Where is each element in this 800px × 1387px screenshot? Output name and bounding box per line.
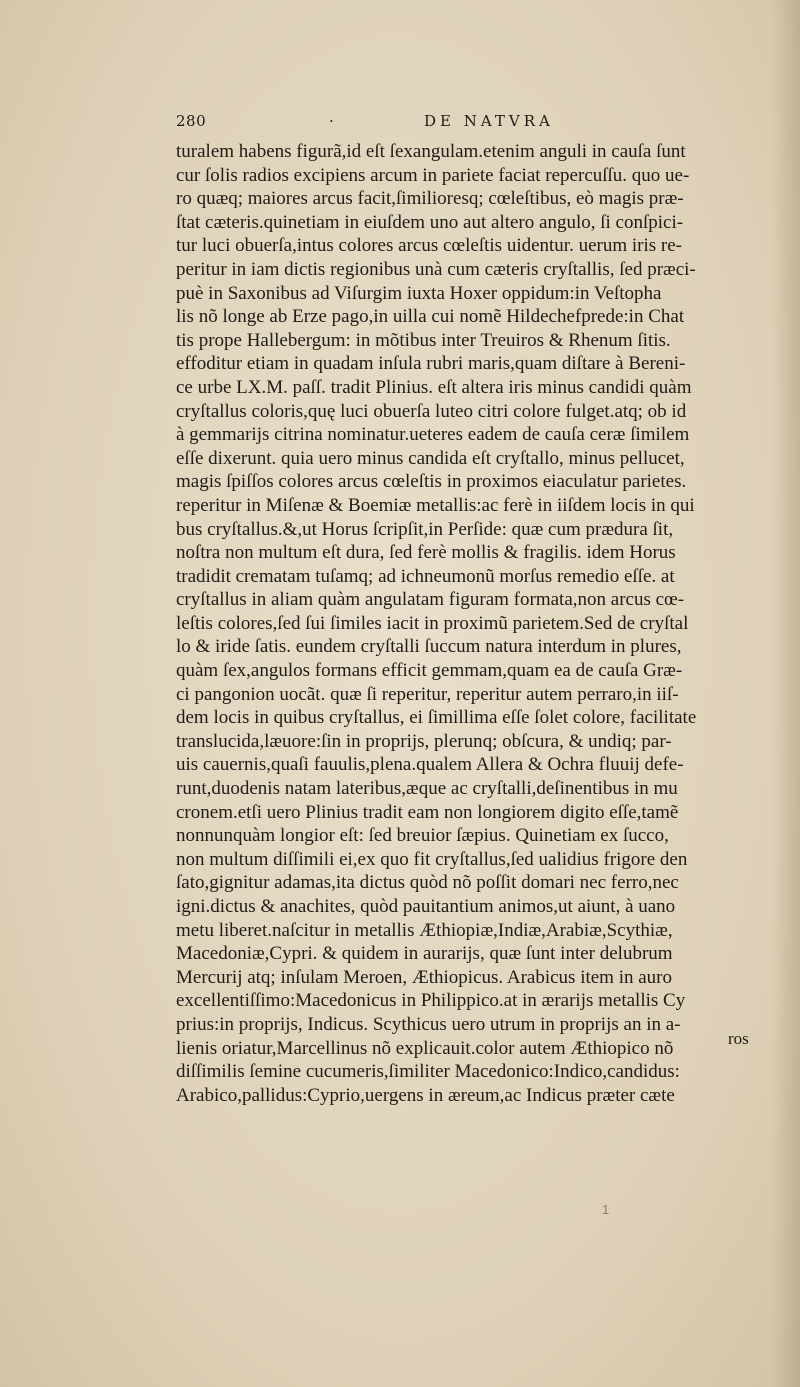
page-header	[176, 112, 736, 138]
text-line: leſtis colores,ſed ſui ſimiles iacit in proximũ parietem.Sed de cryſtal	[176, 612, 689, 634]
text-line: tis prope Hallebergum: in mõtibus inter Treuiros & Rhenum ſitis.	[176, 329, 671, 351]
catchword: ros	[728, 1029, 749, 1048]
text-line: non multum diſſimili ei,ex quo fit cryſtallus,ſed ualidius frigore den	[176, 848, 688, 870]
page-edge-shadow	[772, 0, 800, 1387]
text-line: lo & iride ſatis. eundem cryſtalli ſuccum natura interdum in plures,	[176, 636, 682, 658]
text-line: cur ſolis radios excipiens arcum in pariete faciat repercuſſu. quo ue-	[176, 164, 690, 186]
text-line: effoditur etiam in quadam inſula rubri maris,quam diſtare à Bereni-	[176, 353, 686, 375]
text-line: puè in Saxonibus ad Viſurgim iuxta Hoxer oppidum:in Veſtopha	[176, 282, 662, 304]
text-line: lis nõ longe ab Erze pago,in uilla cui nomẽ Hildechefprede:in Chat	[176, 306, 685, 328]
text-line: cryſtallus in aliam quàm angulatam figuram formata,non arcus cœ-	[176, 589, 685, 611]
text-line: runt,duodenis natam lateribus,æque ac cryſtalli,deſinentibus in mu	[176, 778, 678, 800]
text-line: Macedoniæ,Cypri. & quidem in aurarijs, quæ ſunt inter delubrum	[176, 943, 673, 965]
text-line: peritur in iam dictis regionibus unà cum cæteris cryſtallis, ſed præci-	[176, 258, 696, 280]
text-line: tur luci obuerſa,intus colores arcus cœleſtis uidentur. uerum iris re-	[176, 235, 682, 257]
main-text-block	[176, 140, 772, 1107]
text-line: dem locis in quibus cryſtallus, ei ſimillima eſſe ſolet colore, facilitate	[176, 707, 697, 729]
text-line: ſato,gignitur adamas,ita dictus quòd nõ poſſit domari nec ferro,nec	[176, 872, 679, 894]
text-line: cronem.etſi uero Plinius tradit eam non longiorem digito eſſe,tamẽ	[176, 801, 679, 823]
text-line: ce urbe LX.M. paſſ. tradit Plinius. eſt altera iris minus candidi quàm	[176, 376, 692, 398]
text-line: magis ſpiſſos colores arcus cœleſtis in proximos eiaculatur parietes.	[176, 471, 687, 493]
text-line: à gemmarijs citrina nominatur.ueteres eadem de cauſa ceræ ſimilem	[176, 424, 690, 446]
text-line: turalem habens figurã,id eſt ſexangulam.etenim anguli in cauſa ſunt	[176, 141, 686, 162]
page-number: 280	[176, 112, 207, 130]
text-line: noſtra non multum eſt dura, ſed ferè mollis & fragilis. idem Horus	[176, 542, 676, 564]
text-line: Mercurij atq; inſulam Meroen, Æthiopicus. Arabicus item in auro	[176, 966, 673, 988]
text-line: Arabico,pallidus:Cyprio,uergens in æreum,ac Indicus præter cæte	[176, 1084, 675, 1106]
header-dot: ·	[329, 112, 334, 130]
text-line: uis cauernis,quaſi fauulis,plena.qualem Allera & Ochra fluuij defe-	[176, 754, 684, 776]
text-line: ci pangonion uocãt. quæ ſi reperitur, reperitur autem perraro,in iiſ-	[176, 683, 679, 705]
text-line: ſtat cæteris.quinetiam in eiuſdem uno aut altero angulo, ſi conſpici-	[176, 211, 684, 233]
text-line: reperitur in Miſenæ & Boemiæ metallis:ac ferè in iiſdem locis in qui	[176, 494, 695, 516]
text-line: eſſe dixerunt. quia uero minus candida eſt cryſtallo, minus pellucet,	[176, 447, 685, 469]
text-line: cryſtallus coloris,quę luci obuerſa luteo citri colore fulget.atq; ob id	[176, 400, 687, 422]
pencil-annotation: 1	[602, 1202, 610, 1217]
text-line: translucida,læuore:ſin in proprijs, plerunq; obſcura, & undiq; par-	[176, 730, 672, 752]
text-line: lienis oriatur,Marcellinus nõ explicauit.color autem Æthiopico nõ	[176, 1037, 674, 1059]
text-line: quàm ſex,angulos formans efficit gemmam,quam ea de cauſa Græ-	[176, 660, 683, 682]
text-line: nonnunquàm longior eſt: ſed breuior ſæpius. Quinetiam ex ſucco,	[176, 825, 669, 847]
running-title: DE NATVRA	[424, 112, 554, 130]
text-line: diſſimilis ſemine cucumeris,ſimiliter Macedonico:Indico,candidus:	[176, 1061, 680, 1083]
text-line: prius:in proprijs, Indicus. Scythicus uero utrum in proprijs an in a-	[176, 1013, 681, 1035]
text-line: ro quæq; maiores arcus facit,ſimilioresq; cœleſtibus, eò magis præ-	[176, 188, 684, 210]
text-line: excellentiſſimo:Macedonicus in Philippico.at in ærarijs metallis Cy	[176, 990, 686, 1012]
text-line: metu liberet.naſcitur in metallis Æthiopiæ,Indiæ,Arabiæ,Scythiæ,	[176, 919, 673, 941]
text-line: igni.dictus & anachites, quòd pauitantium animos,ut aiunt, à uano	[176, 896, 676, 917]
text-line: tradidit crematam tuſamq; ad ichneumonũ morſus remedio eſſe. at	[176, 565, 675, 587]
text-line: bus cryſtallus.&,ut Horus ſcripſit,in Perſide: quæ cum prædura ſit,	[176, 518, 674, 540]
